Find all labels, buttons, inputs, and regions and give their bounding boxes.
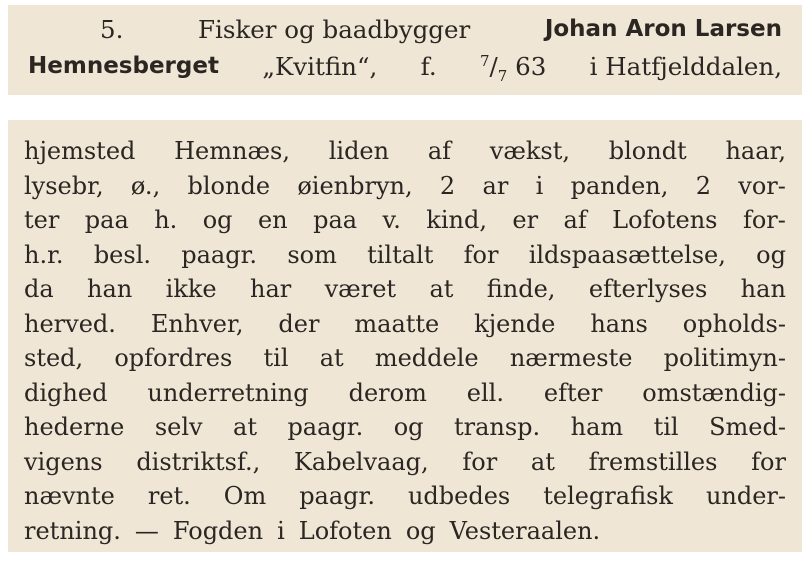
body-word: paagr. — [181, 240, 258, 269]
body-word: fremstilles — [588, 447, 718, 476]
body-word: da — [24, 275, 54, 303]
body-word: til — [653, 413, 679, 441]
body-word: af — [563, 206, 587, 234]
body-word: hederne — [24, 413, 125, 441]
body-word: opholds- — [682, 309, 786, 338]
body-line — [24, 410, 786, 445]
body-word: tiltalt — [367, 240, 434, 269]
body-word: at — [233, 413, 257, 441]
body-word: vor- — [738, 171, 786, 200]
body-word: politimyn- — [663, 344, 786, 372]
body-word: h.r. — [24, 240, 64, 269]
body-word: efter — [543, 378, 603, 407]
body-word: blondt — [608, 137, 687, 165]
body-word: ildspaasættelse, — [528, 240, 726, 269]
body-word: transp. — [453, 413, 541, 441]
body-word: meddele — [374, 344, 479, 372]
body-word: paa — [84, 206, 129, 234]
body-word: som — [287, 240, 337, 269]
body-line — [24, 514, 786, 549]
body-word: i — [535, 171, 544, 200]
body-word: nævnte — [24, 482, 115, 510]
birth-date — [480, 48, 546, 85]
body-word: at — [530, 447, 555, 476]
body-line — [24, 445, 786, 480]
body-word: retning. — [24, 516, 121, 545]
body-word: for- — [742, 206, 786, 234]
body-word: Kabelvaag, — [293, 447, 429, 476]
body-word: paa — [313, 206, 358, 234]
body-word: derom — [348, 378, 427, 407]
birth-year: 63 — [515, 52, 547, 81]
body-line — [24, 479, 786, 514]
body-word: Enhver, — [150, 309, 244, 338]
header-line-2 — [28, 48, 782, 85]
body-word: Lofotens — [612, 206, 718, 234]
body-word: liden — [328, 137, 390, 165]
body-word: for — [462, 447, 498, 476]
body-word: han — [740, 275, 786, 303]
occupation-text: Fisker og baadbygger — [198, 15, 471, 44]
body-word: panden, — [570, 171, 669, 200]
body-word: øienbryn, — [297, 171, 413, 200]
body-word: efterlyses — [588, 275, 708, 303]
body-word: opfordres — [114, 344, 233, 372]
body-word: ter — [24, 206, 60, 234]
body-word: en — [257, 206, 288, 234]
body-word: hans — [590, 309, 648, 338]
header-line-1 — [28, 11, 782, 48]
body-word: der — [278, 309, 320, 338]
body-word: kind, — [426, 206, 487, 234]
body-word: nærmeste — [509, 344, 633, 372]
body-word: — — [134, 516, 159, 545]
body-word: omstændig- — [642, 378, 786, 407]
body-word: v. — [382, 206, 401, 234]
body-word: udbedes — [407, 482, 511, 510]
nickname-text: „Kvitfin“, — [262, 52, 378, 81]
notice-number: 5. — [100, 15, 124, 44]
body-word: for — [463, 240, 499, 269]
body-word: blonde — [187, 171, 271, 200]
body-word: været — [324, 275, 397, 303]
body-word: i — [277, 516, 285, 545]
place-name: Hemnesberget — [28, 53, 219, 79]
body-word: telegrafisk — [543, 482, 673, 510]
body-word: Om — [223, 482, 267, 510]
body-word: herved. — [24, 309, 116, 338]
person-name: Johan Aron Larsen — [544, 16, 782, 42]
body-word: paagr. — [287, 413, 364, 441]
header-clipping — [8, 5, 802, 95]
body-word: vigens — [24, 447, 103, 476]
body-word: lysebr, — [24, 171, 104, 200]
body-line — [24, 307, 786, 342]
body-word: vækst, — [489, 137, 571, 165]
body-word: Smed- — [709, 413, 786, 441]
body-word: og — [756, 240, 786, 269]
birth-month: 7 — [497, 66, 508, 85]
body-word: ell. — [466, 378, 504, 407]
birth-date-slash: / — [489, 52, 498, 81]
body-word: paagr. — [299, 482, 375, 510]
body-word: ikke — [165, 275, 217, 303]
body-word: Vesteraalen. — [449, 516, 601, 545]
body-word: kjende — [474, 309, 556, 338]
body-word: ham — [570, 413, 624, 441]
body-word: dighed — [24, 378, 108, 407]
birth-day: 7 — [479, 51, 490, 70]
body-word: ar — [482, 171, 509, 200]
body-word: han — [87, 275, 133, 303]
body-word: hjemsted — [24, 137, 136, 165]
body-line — [24, 238, 786, 273]
body-word: er — [512, 206, 539, 234]
body-word: og — [202, 206, 233, 234]
body-word: for — [751, 447, 786, 476]
body-word: finde, — [486, 275, 556, 303]
body-word: ø., — [130, 171, 161, 200]
body-word: 2 — [439, 171, 456, 200]
body-word: at — [429, 275, 454, 303]
body-line — [24, 272, 786, 307]
born-prefix: f. — [420, 52, 437, 81]
body-word: ret. — [147, 482, 191, 510]
body-word: og — [405, 516, 436, 545]
body-word: h. — [154, 206, 178, 234]
body-word: distriktsf., — [136, 447, 261, 476]
body-word: Lofoten — [298, 516, 392, 545]
body-line — [24, 134, 786, 169]
body-word: har — [250, 275, 292, 303]
body-line — [24, 169, 786, 204]
body-word: til — [263, 344, 289, 372]
body-line — [24, 376, 786, 411]
body-word: 2 — [695, 171, 711, 200]
body-word: haar, — [725, 137, 786, 165]
body-word: Fogden — [172, 516, 264, 545]
body-word: Hemnæs, — [174, 137, 290, 165]
body-word: af — [427, 137, 452, 165]
body-word: at — [319, 344, 344, 372]
body-line — [24, 341, 786, 376]
body-line — [24, 203, 786, 238]
body-clipping — [8, 120, 802, 552]
body-word: maatte — [354, 309, 440, 338]
birth-place: i Hatfjelddalen, — [589, 52, 782, 81]
body-word: besl. — [93, 240, 151, 269]
body-word: under- — [705, 482, 786, 510]
body-word: selv — [154, 413, 203, 441]
body-word: og — [393, 413, 424, 441]
body-word: underretning — [147, 378, 309, 407]
body-word: sted, — [24, 344, 84, 372]
